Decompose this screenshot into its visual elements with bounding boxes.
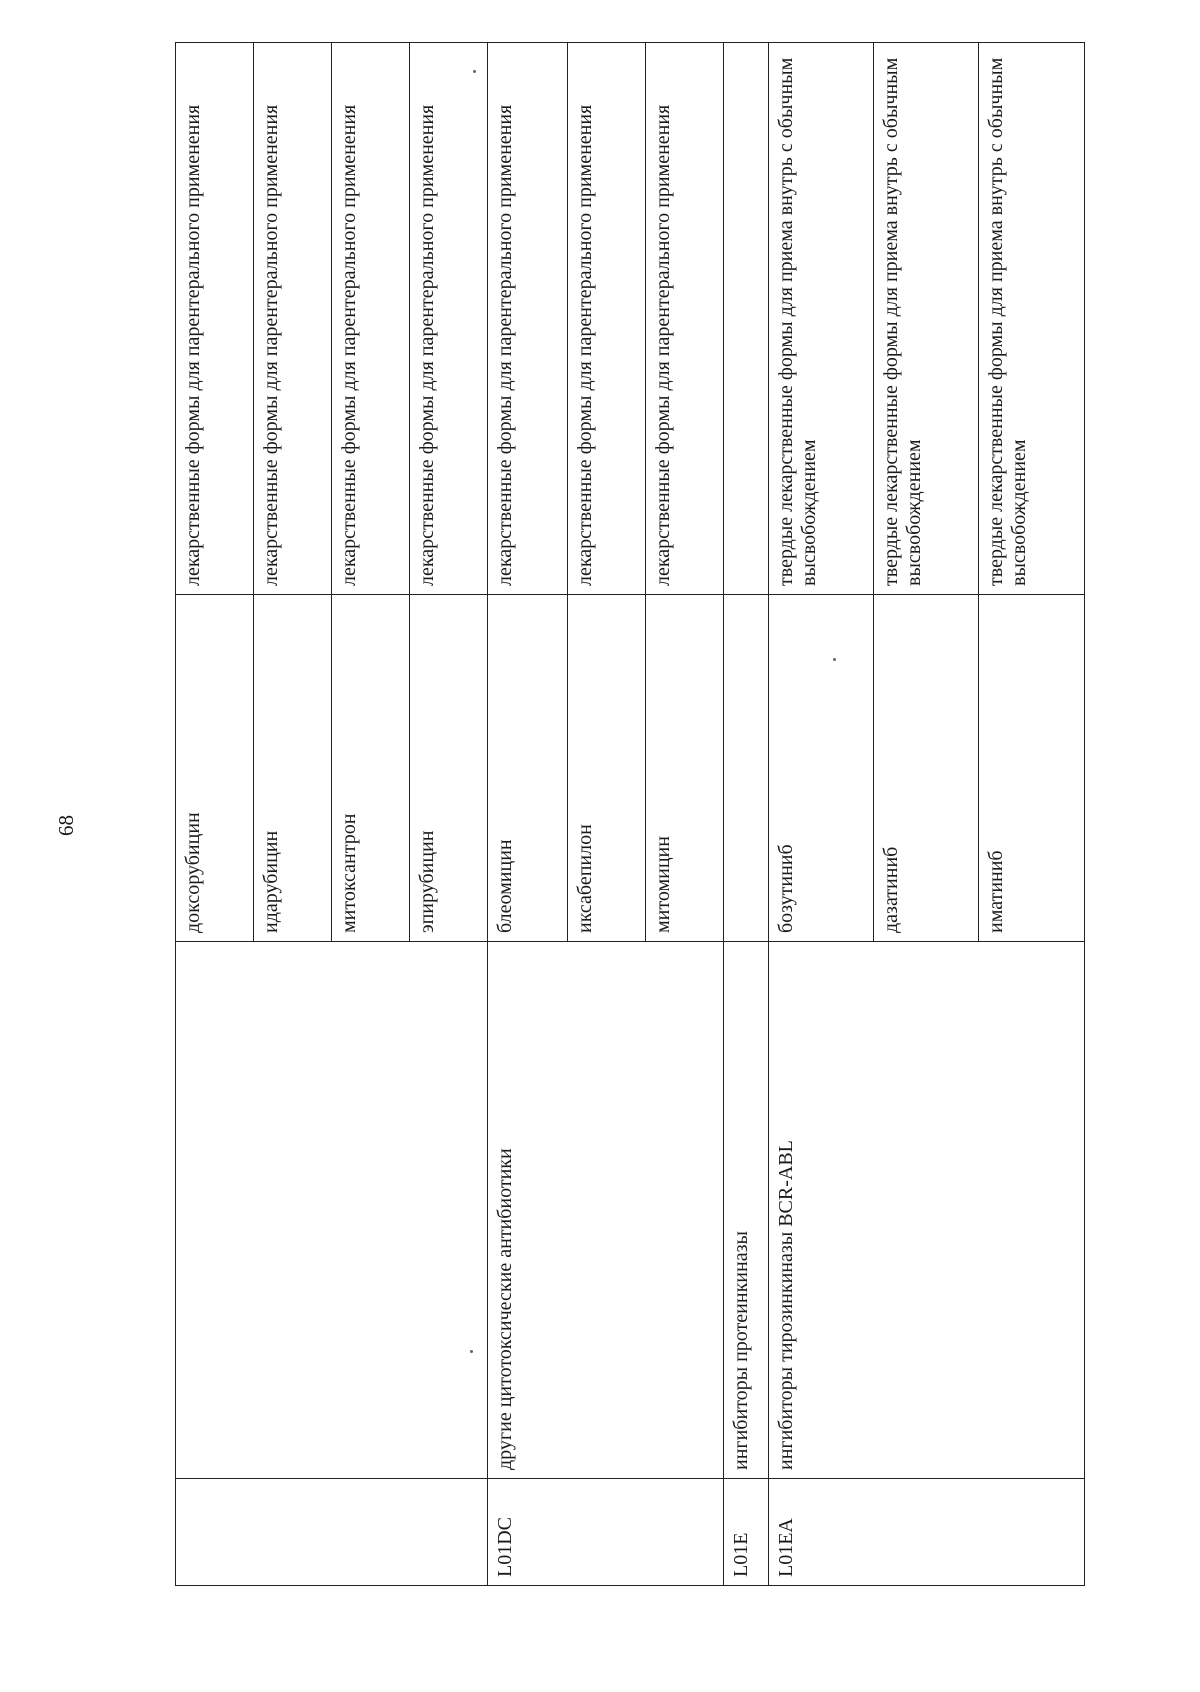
page-number: 68 <box>54 815 78 836</box>
drug-cell <box>724 595 768 942</box>
table-row <box>332 43 410 1586</box>
table-row <box>646 43 724 1586</box>
code-cell: L01EA <box>768 1479 873 1586</box>
drug-cell: идарубицин <box>254 595 332 942</box>
group-cell <box>646 942 724 1479</box>
group-cell <box>176 942 254 1479</box>
form-cell: лекарственные формы для парентерального применения <box>332 43 410 595</box>
code-cell: L01DC <box>488 1479 568 1586</box>
scan-speck <box>473 70 476 73</box>
form-cell: лекарственные формы для парентерального применения <box>488 43 568 595</box>
code-cell <box>646 1479 724 1586</box>
group-cell <box>568 942 646 1479</box>
drug-cell: бозутиниб <box>768 595 873 942</box>
code-cell <box>254 1479 332 1586</box>
form-cell: твердые лекарственные формы для приема внутрь с обычным высвобождением <box>768 43 873 595</box>
form-cell: лекарственные формы для парентерального применения <box>176 43 254 595</box>
rotated-table-wrapper <box>175 57 1085 1586</box>
table-row <box>768 43 873 1586</box>
table-row <box>410 43 488 1586</box>
code-cell: L01E <box>724 1479 768 1586</box>
code-cell <box>332 1479 410 1586</box>
group-cell: ингибиторы тирозинкиназы BCR-ABL <box>768 942 873 1479</box>
group-cell <box>874 942 979 1479</box>
table-row <box>724 43 768 1586</box>
drug-cell: иксабепилон <box>568 595 646 942</box>
form-cell: лекарственные формы для парентерального применения <box>410 43 488 595</box>
form-cell: лекарственные формы для парентерального применения <box>568 43 646 595</box>
drug-cell: блеомицин <box>488 595 568 942</box>
group-cell <box>332 942 410 1479</box>
drug-cell: дазатиниб <box>874 595 979 942</box>
form-cell: лекарственные формы для парентерального применения <box>254 43 332 595</box>
drug-cell: эпирубицин <box>410 595 488 942</box>
code-cell <box>979 1479 1085 1586</box>
form-cell: твердые лекарственные формы для приема внутрь с обычным высвобождением <box>874 43 979 595</box>
code-cell <box>410 1479 488 1586</box>
drug-cell: доксорубицин <box>176 595 254 942</box>
drug-cell: митоксантрон <box>332 595 410 942</box>
drug-table <box>175 42 1085 1586</box>
drug-cell: митомицин <box>646 595 724 942</box>
table-row <box>874 43 979 1586</box>
group-cell <box>410 942 488 1479</box>
group-cell <box>254 942 332 1479</box>
group-cell: другие цитотоксические антибиотики <box>488 942 568 1479</box>
code-cell <box>874 1479 979 1586</box>
scan-speck <box>833 658 836 661</box>
table-row <box>254 43 332 1586</box>
code-cell <box>176 1479 254 1586</box>
scan-speck <box>470 1350 473 1353</box>
table-row <box>176 43 254 1586</box>
form-cell: твердые лекарственные формы для приема внутрь с обычным высвобождением <box>979 43 1085 595</box>
table-row <box>568 43 646 1586</box>
form-cell: лекарственные формы для парентерального применения <box>646 43 724 595</box>
drug-cell: иматиниб <box>979 595 1085 942</box>
code-cell <box>568 1479 646 1586</box>
form-cell <box>724 43 768 595</box>
table-row <box>488 43 568 1586</box>
group-cell: ингибиторы протеинкиназы <box>724 942 768 1479</box>
group-cell <box>979 942 1085 1479</box>
table-row <box>979 43 1085 1586</box>
